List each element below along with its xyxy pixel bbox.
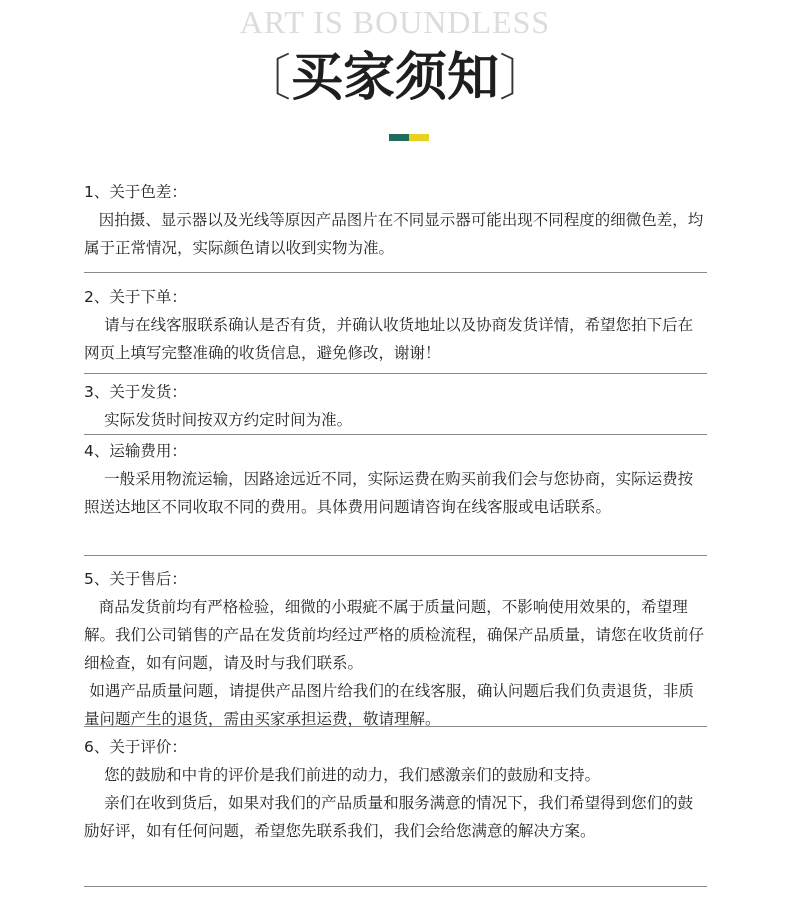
section-heading: 1、关于色差： bbox=[84, 183, 187, 201]
section-freight bbox=[84, 435, 707, 556]
accent-bar bbox=[389, 134, 429, 141]
notice-content bbox=[84, 172, 707, 887]
section-paragraph: 如遇产品质量问题，请提供产品图片给我们的在线客服，确认问题后我们负责退货，非质量问题产生的退货，需由买家承担运费，敬请理解。 bbox=[84, 682, 694, 728]
section-heading: 6、关于评价： bbox=[84, 738, 187, 756]
title-bracket-right: 〕 bbox=[499, 49, 549, 107]
watermark-text: ART IS BOUNDLESS bbox=[239, 4, 551, 40]
section-heading: 4、运输费用： bbox=[84, 442, 187, 460]
section-heading: 3、关于发货： bbox=[84, 383, 187, 401]
section-paragraph: 因拍摄、显示器以及光线等原因产品图片在不同显示器可能出现不同程度的细微色差，均属于正常情况，实际颜色请以收到实物为准。 bbox=[84, 211, 704, 257]
section-heading: 5、关于售后： bbox=[84, 570, 187, 588]
title-text: 买家须知 bbox=[290, 47, 499, 108]
page-title bbox=[0, 42, 790, 114]
accent-yellow-segment bbox=[409, 134, 429, 141]
section-heading: 2、关于下单： bbox=[84, 288, 187, 306]
section-paragraph: 商品发货前均有严格检验，细微的小瑕疵不属于质量问题，不影响使用效果的，希望理解。我们公司销售的产品在发货前均经过严格的质检流程，确保产品质量，请您在收货前仔细检查，如有问题，请及时与我们联系。 bbox=[84, 598, 705, 672]
section-color-difference bbox=[84, 172, 707, 273]
title-bracket-left: 〔 bbox=[240, 49, 291, 107]
section-ordering bbox=[84, 273, 707, 374]
section-paragraph: 请与在线客服联系确认是否有货，并确认收货地址以及协商发货详情，希望您拍下后在网页上填写完整准确的收货信息，避免修改，谢谢！ bbox=[84, 316, 694, 362]
section-paragraph: 一般采用物流运输，因路途远近不同，实际运费在购买前我们会与您协商，实际运费按照送达地区不同收取不同的费用。具体费用问题请咨询在线客服或电话联系。 bbox=[84, 470, 694, 516]
section-shipping bbox=[84, 374, 707, 435]
section-reviews bbox=[84, 727, 707, 887]
section-paragraph: 亲们在收到货后，如果对我们的产品质量和服务满意的情况下，我们希望得到您们的鼓励好评，如有任何问题，希望您先联系我们，我们会给您满意的解决方案。 bbox=[84, 794, 694, 840]
section-after-sales bbox=[84, 556, 707, 727]
section-paragraph: 您的鼓励和中肯的评价是我们前进的动力，我们感激亲们的鼓励和支持。 bbox=[104, 766, 601, 784]
section-paragraph: 实际发货时间按双方约定时间为准。 bbox=[104, 411, 353, 429]
accent-green-segment bbox=[389, 134, 409, 141]
